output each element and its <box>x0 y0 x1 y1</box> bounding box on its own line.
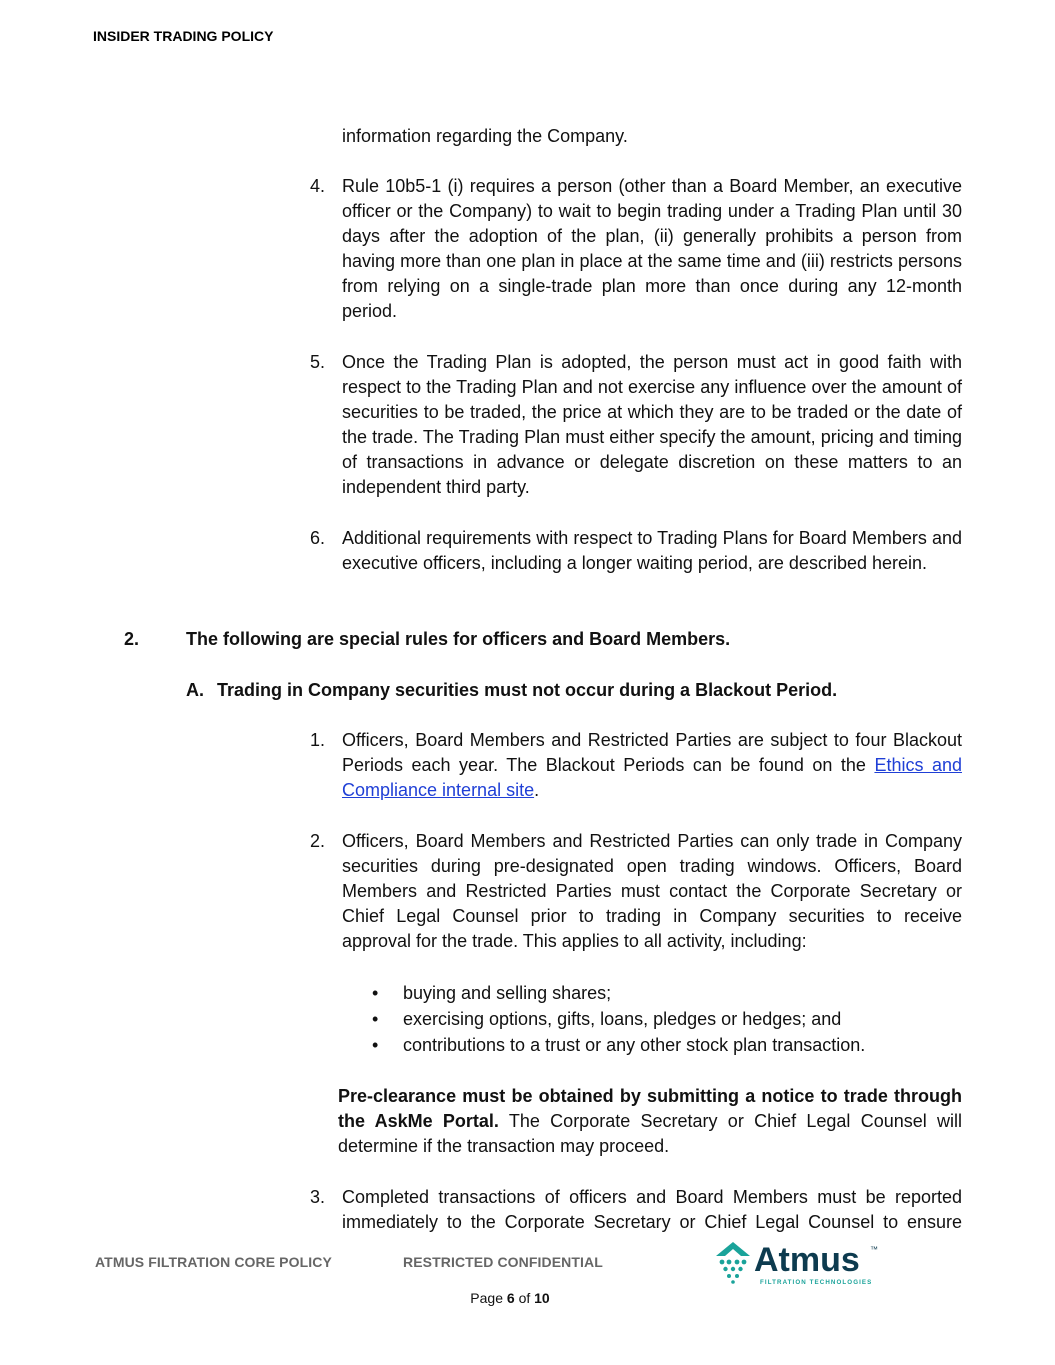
list-item-text: Once the Trading Plan is adopted, the person must act in good faith with respect to the Trading Plan and not exercise any influence over the amount of securities to be traded, the price at which they are to be traded or the date of the trade. The Trading Plan must either specify the amount, pricing and timing of transactions in advance or delegate discretion on these matters to an independent third party. <box>342 352 962 497</box>
item-text-after-link: . <box>534 780 540 800</box>
page-of: of <box>518 1290 531 1306</box>
continuation-text: information regarding the Company. <box>342 126 628 146</box>
ethics-compliance-link[interactable]: Ethics and Compliance internal site <box>342 755 962 800</box>
section-heading: The following are special rules for officers and Board Members. <box>186 629 731 649</box>
footer-confidential-label: RESTRICTED CONFIDENTIAL <box>403 1254 603 1270</box>
list-item-text: Officers, Board Members and Restricted Parties can only trade in Company securities during pre-designated open trading windows. Officers, Board Members and Restricted Parties must contact the Corporate Secretary or Chief Legal Counsel prior to trading in Company securities to receive approval for the trade. This applies to all activity, including: <box>342 831 962 951</box>
page-total: 10 <box>534 1290 550 1306</box>
page-number <box>0 1290 1020 1306</box>
bullet-dot: • <box>372 1009 379 1029</box>
bullet-text: exercising options, gifts, loans, pledges or hedges; and <box>403 1009 842 1029</box>
atmus-logo <box>712 1240 882 1288</box>
list-number: 1. <box>310 730 326 750</box>
bullet-dot: • <box>372 983 379 1003</box>
item-text-before-link: Officers, Board Members and Restricted Parties are subject to four Blackout Periods each year. The Blackout Periods can be found on the <box>342 730 962 775</box>
bullet-text: contributions to a trust or any other stock plan transaction. <box>403 1035 866 1055</box>
section-number: 2. <box>124 629 140 649</box>
page-prefix: Page <box>470 1290 503 1306</box>
logo-trademark: ™ <box>870 1245 878 1254</box>
list-number: 6. <box>310 528 326 548</box>
list-item-text: Additional requirements with respect to Trading Plans for Board Members and executive officers, including a longer waiting period, are described herein. <box>342 528 962 573</box>
list-number: 2. <box>310 831 326 851</box>
bullet-text: buying and selling shares; <box>403 983 612 1003</box>
list-item-text: Rule 10b5-1 (i) requires a person (other than a Board Member, an executive officer or the Company) to wait to begin trading under a Trading Plan until 30 days after the adoption of the plan, (ii) generally prohibits a person from having more than one plan in place at the same time and (iii) restricts persons from relying on a single-trade plan more than once during any 12-month period. <box>342 176 962 321</box>
footer-policy-label: ATMUS FILTRATION CORE POLICY <box>95 1254 332 1270</box>
logo-wordmark: Atmus <box>754 1241 860 1279</box>
activity-bullet-list <box>372 980 962 1058</box>
list-item-text <box>342 728 962 803</box>
logo-dots <box>720 1260 747 1284</box>
subsection-label: A. <box>186 680 204 700</box>
list-number: 5. <box>310 352 326 372</box>
list-item-text: Completed transactions of officers and Board Members must be reported immediately to the Corporate Secretary or Chief Legal Counsel to ensure <box>342 1187 962 1232</box>
logo-tagline: FILTRATION TECHNOLOGIES <box>760 1279 873 1286</box>
list-number: 4. <box>310 176 326 196</box>
bullet-dot: • <box>372 1035 379 1055</box>
atmus-logo-mark <box>712 1240 882 1288</box>
list-number: 3. <box>310 1187 326 1207</box>
bullet-item <box>372 1006 962 1032</box>
header-title: INSIDER TRADING POLICY <box>93 28 274 44</box>
preclearance-bold-text: Pre-clearance must be obtained by submitting a notice to trade through the AskMe Portal. <box>338 1086 962 1131</box>
preclearance-paragraph <box>338 1084 962 1159</box>
subsection-heading: Trading in Company securities must not occur during a Blackout Period. <box>217 680 838 700</box>
page-current: 6 <box>506 1290 515 1306</box>
preclearance-text: The Corporate Secretary or Chief Legal Counsel will determine if the transaction may proceed. <box>338 1111 963 1156</box>
bullet-item <box>372 980 962 1006</box>
bullet-item <box>372 1032 962 1058</box>
logo-chevron-shape <box>716 1242 750 1256</box>
